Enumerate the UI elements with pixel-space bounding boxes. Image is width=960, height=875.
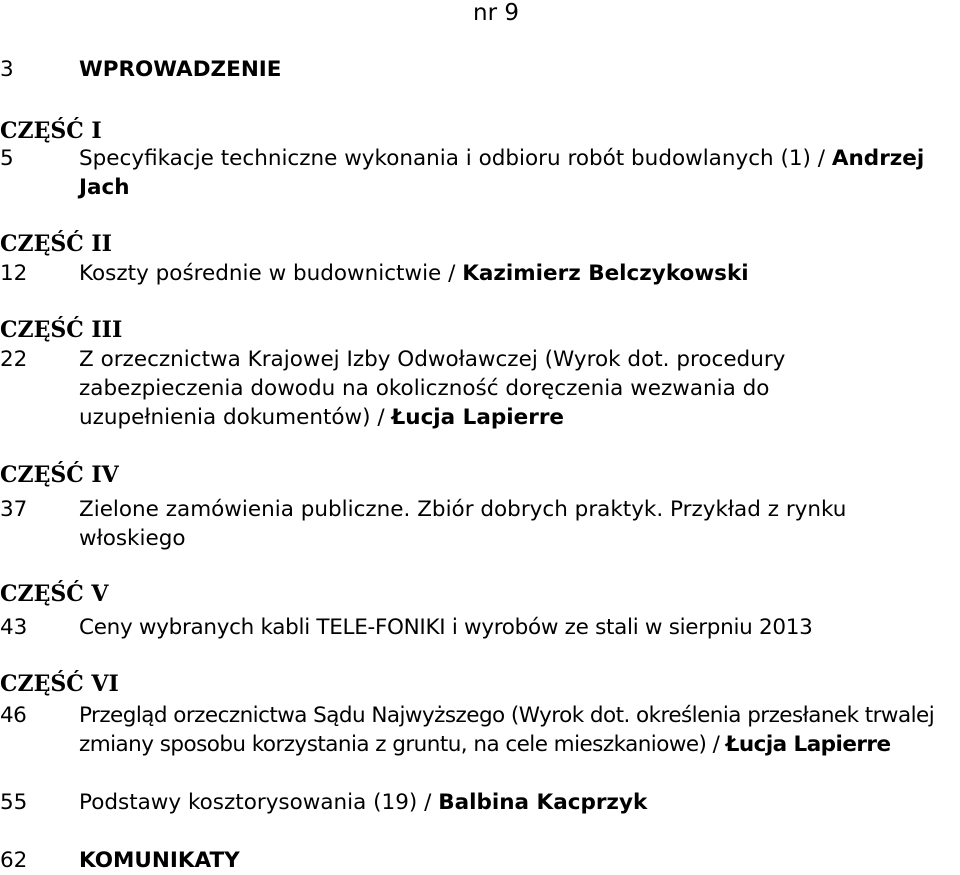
entry-title: Specyfikacje techniczne wykonania i odbioru robót budowlanych (1) / — [79, 146, 832, 171]
entry-title: Podstawy kosztorysowania (19) / — [79, 790, 439, 815]
part-heading-2: CZĘŚĆ II — [0, 231, 112, 257]
entry-title: Koszty pośrednie w budownictwie / — [79, 261, 463, 286]
entry-title: Z orzecznictwa Krajowej Izby Odwoławczej (Wyrok dot. procedury zabezpieczenia dowodu na okoliczność doręczenia wezwania do uzupełnienia dokumentów) / — [79, 347, 786, 430]
part-heading-3: CZĘŚĆ III — [0, 317, 123, 343]
page-number: 62 — [0, 848, 28, 873]
toc-entry-intro — [0, 55, 960, 84]
page-number: 37 — [0, 497, 28, 522]
part-heading-4: CZĘŚĆ IV — [0, 462, 119, 488]
page-number: 22 — [0, 347, 28, 372]
page-number: 46 — [0, 703, 27, 728]
page-number: 5 — [0, 146, 14, 171]
toc-entry — [0, 144, 960, 202]
part-heading-5: CZĘŚĆ V — [0, 581, 109, 607]
page-number: 3 — [0, 57, 14, 82]
issue-number: nr 9 — [473, 0, 519, 26]
entry-title: Ceny wybranych kabli TELE-FONIKI i wyrobów ze stali w sierpniu 2013 — [79, 615, 813, 640]
entry-title: Zielone zamówienia publiczne. Zbiór dobrych praktyk. Przykład z rynku włoskiego — [79, 497, 847, 551]
toc-entry — [0, 613, 960, 642]
part-heading-1: CZĘŚĆ I — [0, 118, 102, 144]
toc-entry-closing — [0, 846, 960, 875]
page-number: 12 — [0, 261, 28, 286]
page-number: 43 — [0, 615, 28, 640]
entry-author: Łucja Lapierre — [725, 732, 891, 757]
entry-title: Przegląd orzecznictwa Sądu Najwyższego (Wyrok dot. określenia przesłanek trwalej zmiany sposobu korzystania z gruntu, na cele mieszkaniowe) / — [79, 703, 935, 757]
entry-author: Balbina Kacprzyk — [438, 790, 648, 815]
page-number: 55 — [0, 790, 28, 815]
entry-title: WPROWADZENIE — [79, 57, 282, 82]
part-heading-6: CZĘŚĆ VI — [0, 671, 119, 697]
toc-entry — [0, 259, 960, 288]
toc-entry — [0, 701, 960, 759]
entry-author: Andrzej Jach — [79, 146, 925, 200]
entry-author: Kazimierz Belczykowski — [462, 261, 749, 286]
toc-entry — [0, 345, 960, 432]
entry-title: KOMUNIKATY — [79, 848, 240, 873]
toc-entry — [0, 788, 960, 817]
entry-author: Łucja Lapierre — [391, 405, 565, 430]
toc-entry — [0, 495, 960, 553]
